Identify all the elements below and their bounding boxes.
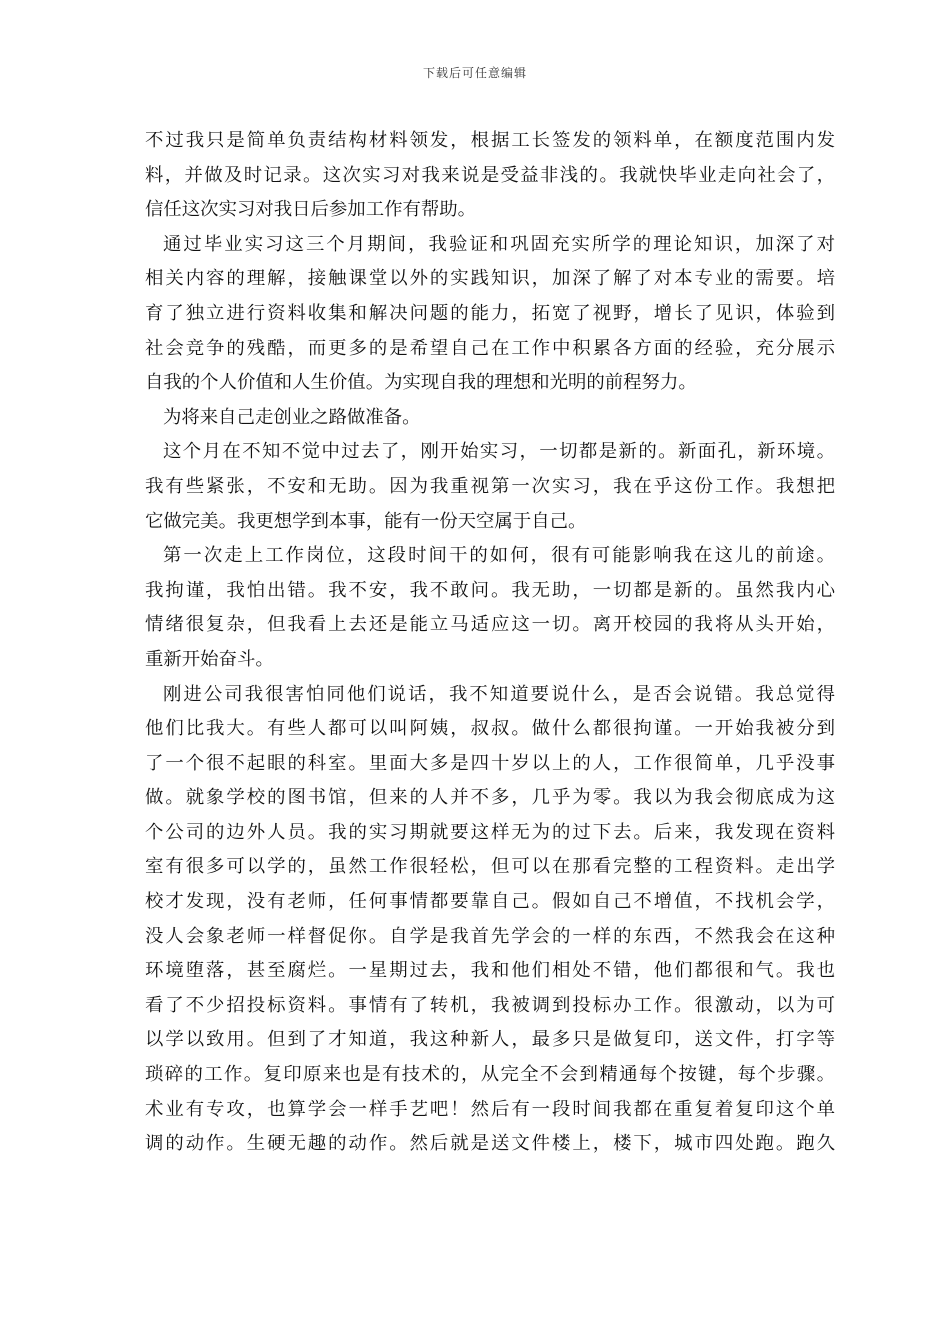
text-line: 第一次走上工作岗位，这段时间干的如何，很有可能影响我在这儿的前途。 (163, 545, 835, 567)
text-line: 它做完美。我更想学到本事，能有一份天空属于自己。 (145, 510, 587, 532)
text-line: 室有很多可以学的，虽然工作很轻松，但可以在那看完整的工程资料。走出学 (145, 856, 835, 878)
text-line: 重新开始奋斗。 (145, 648, 274, 670)
text-line: 刚进公司我很害怕同他们说话，我不知道要说什么，是否会说错。我总觉得 (163, 683, 835, 705)
page-header-note: 下载后可任意编辑 (422, 66, 527, 80)
text-line: 调的动作。生硬无趣的动作。然后就是送文件楼上，楼下，城市四处跑。跑久 (145, 1133, 835, 1155)
document-body (145, 124, 835, 1162)
text-line: 我有些紧张，不安和无助。因为我重视第一次实习，我在乎这份工作。我想把 (145, 475, 835, 497)
text-line: 这个月在不知不觉中过去了，刚开始实习，一切都是新的。新面孔，新环境。 (163, 441, 835, 463)
text-line: 通过毕业实习这三个月期间，我验证和巩固充实所学的理论知识，加深了对 (163, 233, 835, 255)
text-line: 情绪很复杂，但我看上去还是能立马适应这一切。离开校园的我将从头开始， (145, 614, 835, 636)
text-line: 校才发现，没有老师，任何事情都要靠自己。假如自己不增值，不找机会学， (145, 891, 835, 913)
text-line: 术业有专攻，也算学会一样手艺吧！然后有一段时间我都在重复着复印这个单 (145, 1098, 835, 1120)
text-line: 看了不少招投标资料。事情有了转机，我被调到投标办工作。很激动，以为可 (145, 994, 835, 1016)
text-line: 为将来自己走创业之路做准备。 (163, 406, 421, 428)
text-line: 不过我只是简单负责结构材料领发，根据工长签发的领料单，在额度范围内发 (145, 130, 835, 151)
text-line: 做。就象学校的图书馆，但来的人并不多，几乎为零。我以为我会彻底成为这 (145, 787, 835, 809)
text-line: 他们比我大。有些人都可以叫阿姨，叔叔。做什么都很拘谨。一开始我被分到 (145, 718, 835, 740)
text-line: 以学以致用。但到了才知道，我这种新人，最多只是做复印，送文件，打字等 (145, 1029, 835, 1051)
text-line: 社会竞争的残酷，而更多的是希望自己在工作中积累各方面的经验，充分展示 (145, 337, 835, 359)
text-line: 没人会象老师一样督促你。自学是我首先学会的一样的东西，不然我会在这种 (145, 925, 835, 947)
text-line: 料，并做及时记录。这次实习对我来说是受益非浅的。我就快毕业走向社会了， (145, 164, 835, 186)
text-line: 相关内容的理解，接触课堂以外的实践知识，加深了解了对本专业的需要。培 (145, 268, 835, 290)
text-line: 信任这次实习对我日后参加工作有帮助。 (145, 199, 477, 221)
text-line: 我拘谨，我怕出错。我不安，我不敢问。我无助，一切都是新的。虽然我内心 (145, 579, 835, 601)
text-line: 个公司的边外人员。我的实习期就要这样无为的过下去。后来，我发现在资料 (145, 821, 835, 843)
text-line: 环境堕落，甚至腐烂。一星期过去，我和他们相处不错，他们都很和气。我也 (145, 960, 835, 982)
text-line: 育了独立进行资料收集和解决问题的能力，拓宽了视野，增长了见识，体验到 (145, 302, 835, 324)
text-line: 自我的个人价值和人生价值。为实现自我的理想和光明的前程努力。 (145, 372, 697, 394)
text-line: 琐碎的工作。复印原来也是有技术的，从完全不会到精通每个按键，每个步骤。 (145, 1064, 835, 1086)
text-line: 了一个很不起眼的科室。里面大多是四十岁以上的人，工作很简单，几乎没事 (145, 752, 835, 774)
